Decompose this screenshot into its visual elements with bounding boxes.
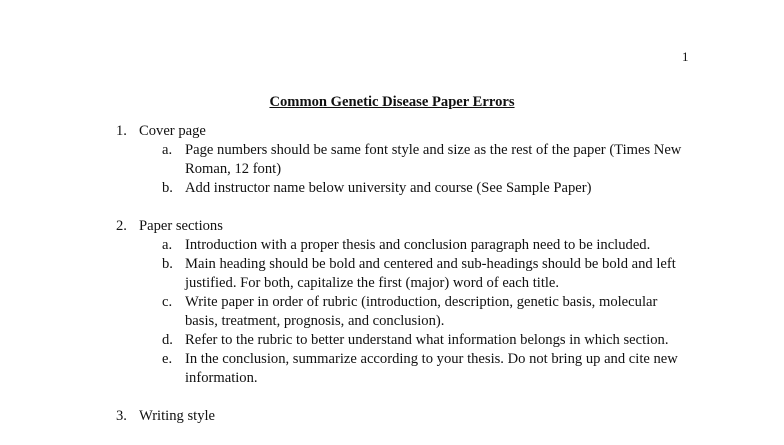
item-letter: b. (162, 180, 173, 196)
section-label: Writing style (139, 408, 216, 424)
section-heading (0, 217, 784, 236)
section-cover-page (0, 122, 784, 198)
list-item (0, 255, 784, 293)
section-writing-style (0, 407, 784, 426)
section-number: 3. (116, 408, 127, 424)
list-item (0, 350, 784, 388)
item-text: Main heading should be bold and centered and sub-headings should be bold and left justified. For both, capitalize the first (major) word of each title. (185, 256, 676, 291)
page-number: 1 (682, 49, 689, 64)
section-label: Cover page (139, 123, 206, 139)
list-item (0, 331, 784, 350)
item-letter: c. (162, 294, 173, 310)
section-number: 1. (116, 123, 127, 139)
item-letter: e. (162, 351, 173, 367)
item-letter: a. (162, 142, 173, 158)
document-title: Common Genetic Disease Paper Errors (269, 94, 515, 110)
list-item (0, 293, 784, 331)
list-item (0, 141, 784, 179)
item-text: Introduction with a proper thesis and conclusion paragraph need to be included. (185, 237, 651, 253)
list-item (0, 179, 784, 198)
item-letter: b. (162, 256, 173, 272)
item-letter: d. (162, 332, 173, 348)
list-item (0, 236, 784, 255)
item-text: In the conclusion, summarize according to your thesis. Do not bring up and cite new information. (185, 351, 678, 386)
section-paper-sections (0, 217, 784, 388)
item-text: Page numbers should be same font style and size as the rest of the paper (Times New Roman, 12 font) (185, 142, 682, 177)
item-text: Write paper in order of rubric (introduction, description, genetic basis, molecular basis, treatment, prognosis, and conclusion). (185, 294, 658, 329)
section-label: Paper sections (139, 218, 223, 234)
section-number: 2. (116, 218, 127, 234)
section-heading (0, 122, 784, 141)
item-letter: a. (162, 237, 173, 253)
item-text: Refer to the rubric to better understand what information belongs in which section. (185, 332, 669, 348)
item-text: Add instructor name below university and course (See Sample Paper) (185, 180, 592, 196)
section-heading (0, 407, 784, 426)
sections-list (0, 122, 784, 445)
